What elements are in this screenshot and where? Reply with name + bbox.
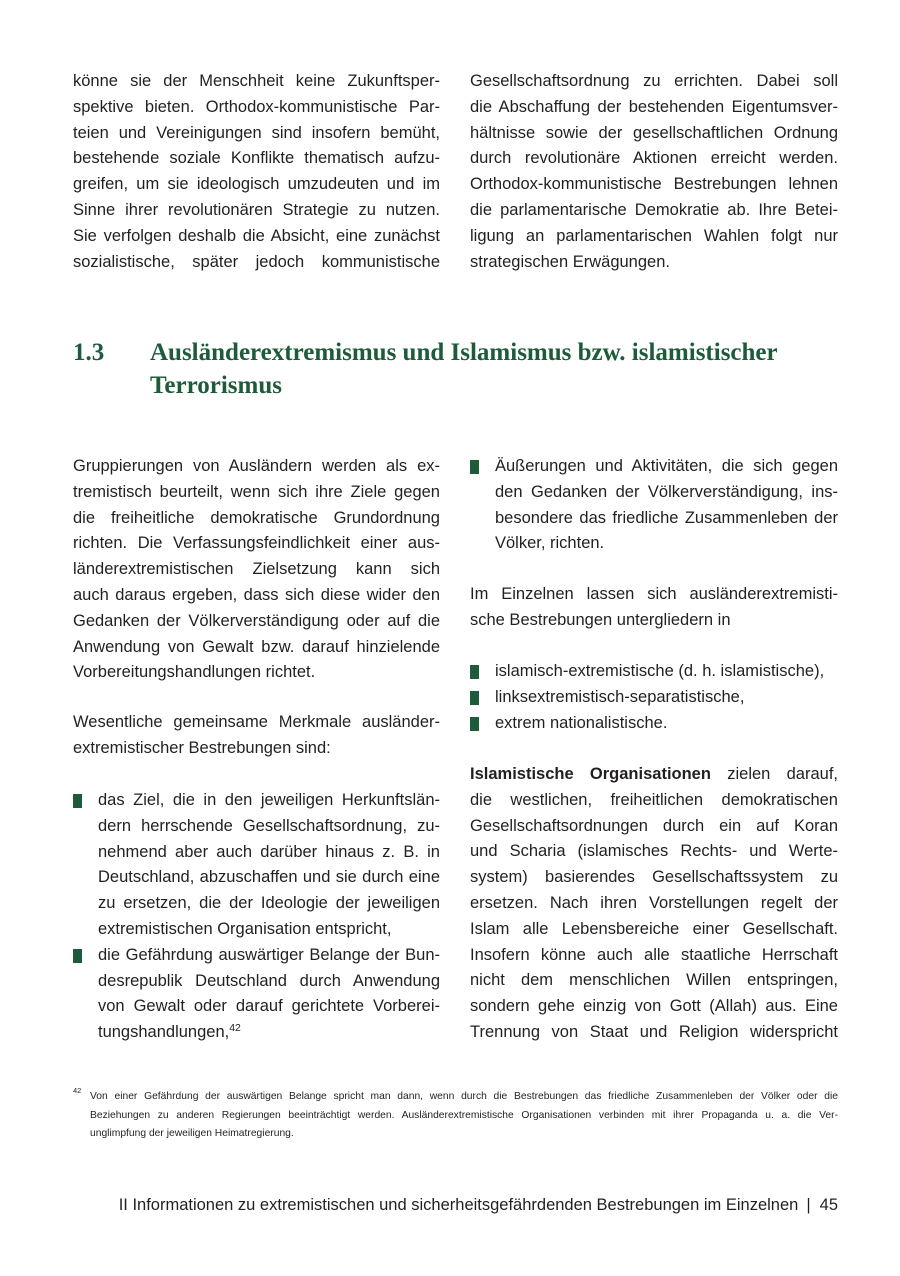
text-line: Gruppierungen von Ausländern werden als ex- xyxy=(73,457,440,475)
footnote-number: 42 xyxy=(73,1086,82,1095)
intro-paragraph xyxy=(73,454,440,686)
list-item xyxy=(73,788,440,943)
text-line: die Gefährdung auswärtiger Belange der Bun- xyxy=(98,945,440,964)
footnote-reference[interactable]: 42 xyxy=(229,1022,241,1035)
list-item-text: linksextremistisch-separatistische, xyxy=(495,687,745,706)
text-line: auch daraus ergeben, dass sich diese wider den xyxy=(73,585,440,604)
list-item xyxy=(73,943,440,1046)
text-line: die freiheitliche demokratische Grundordnung xyxy=(73,508,440,527)
text-line: Sie verfolgen deshalb die Absicht, eine zunächst xyxy=(73,226,440,245)
list-item xyxy=(470,454,838,557)
text-line: richten. Die Verfassungsfeindlichkeit einer aus- xyxy=(73,534,440,553)
bullet-square-icon xyxy=(73,794,82,808)
footnote-line: Von einer Gefährdung der auswärtigen Belange spricht man dann, wenn durch die Bestrebungen das friedliche Zusammenleben der Völker oder die xyxy=(90,1091,838,1102)
text-line: von Gewalt oder darauf gerichtete Vorberei- xyxy=(98,997,440,1016)
running-title: II Informationen zu extremistischen und sicherheitsgefährdenden Bestrebungen im Einzelnen xyxy=(118,1196,799,1214)
text-line: system) basierendes Gesellschaftssystem zu xyxy=(470,868,838,887)
text-line: strategischen Erwägungen. xyxy=(470,252,670,271)
text-line: nehmend aber auch darüber hinaus z. B. in xyxy=(98,842,440,861)
text-line: dern herrschende Gesellschaftsordnung, zu- xyxy=(98,816,440,835)
bullet-square-icon xyxy=(73,949,82,963)
text-line: könne sie der Menschheit keine Zukunftsper- xyxy=(73,72,440,90)
text-line: teien und Vereinigungen sind insofern bemüht, xyxy=(73,123,440,142)
list-item xyxy=(470,659,838,685)
categories-list xyxy=(470,659,838,736)
text-line: Gedanken der Völkerverständigung oder auf die xyxy=(73,611,440,630)
text-line: die parlamentarische Demokratie ab. Ihre Betei- xyxy=(470,200,838,219)
text-line: besondere das friedliche Zusammenleben der xyxy=(495,508,838,527)
text-line: Islam alle Lebensbereiche einer Gesellschaft. xyxy=(470,919,838,938)
text-line: nicht dem menschlichen Willen entspringen, xyxy=(470,971,838,990)
paragraph-lines xyxy=(470,788,838,1046)
text-line: bestehende soziale Konflikte thematisch aufzu- xyxy=(73,149,440,168)
text-line: Anwendung von Gewalt bzw. darauf hinzielende xyxy=(73,637,440,656)
text-line: tungshandlungen,$^{42}$ xyxy=(98,1022,241,1042)
features-list xyxy=(73,788,440,1046)
text-line: Gesellschaftsordnungen durch ein auf Koran xyxy=(470,816,838,835)
text-line: greifen, um sie ideologisch umzudeuten und im xyxy=(73,175,440,194)
page-number: 45 xyxy=(819,1196,838,1214)
footnote-line: unglimpfung der jeweiligen Heimatregierung. xyxy=(90,1128,294,1139)
list-item xyxy=(470,711,838,737)
text-line: ersetzen. Nach ihren Vorstellungen regelt der xyxy=(470,893,838,912)
footnote-line: Beziehungen zu anderen Regierungen beeinträchtigt werden. Ausländerextremistische Organisationen verbinden mit ihrer Propaganda u. a. die Ver- xyxy=(90,1109,838,1121)
text-run: zielen darauf, xyxy=(710,765,838,783)
text-line: die Abschaffung der bestehenden Eigentumsver- xyxy=(470,97,838,116)
footnote-text xyxy=(90,1088,838,1144)
list-item-text: islamisch-extremistische (d. h. islamistische), xyxy=(495,662,825,680)
text-line: das Ziel, die in den jeweiligen Herkunftslän- xyxy=(98,791,440,809)
bullet-square-icon xyxy=(470,717,479,731)
footer-separator: | xyxy=(806,1196,811,1214)
text-line: Gesellschaftsordnung zu errichten. Dabei soll xyxy=(470,72,838,90)
text-line: hältnisse sowie der gesellschaftlichen Ordnung xyxy=(470,123,838,142)
text-line: extremistischen Organisation entspricht, xyxy=(98,919,392,938)
islamist-paragraph xyxy=(470,762,838,1046)
footnote xyxy=(73,1088,838,1144)
bullet-square-icon xyxy=(470,691,479,705)
section-title xyxy=(150,336,850,402)
text-line: und Scharia (islamisches Rechts- und Werte- xyxy=(470,842,838,861)
list-item-text xyxy=(495,454,838,557)
text-line: sche Bestrebungen untergliedern in xyxy=(470,610,731,629)
text-line: Deutschland, abzuschaffen und sie durch eine xyxy=(98,868,440,887)
text-line: Sinne ihrer revolutionären Strategie zu nutzen. xyxy=(73,200,440,219)
text-line: Äußerungen und Aktivitäten, die sich gegen xyxy=(495,457,838,475)
text-line: extremistischer Bestrebungen sind: xyxy=(73,738,331,757)
top-right-paragraph xyxy=(470,69,838,275)
bullet-square-icon xyxy=(470,460,479,474)
features-intro-paragraph xyxy=(73,710,440,762)
text-line: Insofern könne auch alle staatliche Herrschaft xyxy=(470,945,838,964)
features-list-continued xyxy=(470,454,838,557)
text-line: spektive bieten. Orthodox-kommunistische Par- xyxy=(73,97,440,116)
bullet-square-icon xyxy=(470,665,479,679)
text-line: Wesentliche gemeinsame Merkmale ausländer- xyxy=(73,713,440,731)
bold-term: Islamistische Organisationen xyxy=(470,765,711,783)
section-number: 1.3 xyxy=(73,339,105,366)
text-line: Trennung von Staat und Religion widerspricht xyxy=(470,1022,838,1041)
text-line: Völker, richten. xyxy=(495,534,605,553)
text-line: Im Einzelnen lassen sich ausländerextremisti- xyxy=(470,585,838,603)
top-left-paragraph xyxy=(73,69,440,275)
text-line: sozialistische, später jedoch kommunistische xyxy=(73,252,440,271)
text-line: zu ersetzen, die der Ideologie der jeweiligen xyxy=(98,894,440,913)
subdivide-paragraph xyxy=(470,582,838,634)
text-line: durch revolutionäre Aktionen erreicht werden. xyxy=(470,149,838,168)
text-line: Vorbereitungshandlungen richtet. xyxy=(73,663,316,682)
text-line: ligung an parlamentarischen Wahlen folgt nur xyxy=(470,226,838,245)
text-line: sondern gehe einzig von Gott (Allah) aus. Eine xyxy=(470,997,838,1016)
text-line xyxy=(470,762,838,788)
page-footer xyxy=(119,1192,838,1218)
section-title-line: Ausländerextremismus und Islamismus bzw. islamistischer xyxy=(150,339,778,366)
text-line: länderextremistischen Zielsetzung kann sich xyxy=(73,560,440,579)
text-line: die westlichen, freiheitlichen demokratischen xyxy=(470,790,838,809)
list-item-text xyxy=(98,788,440,943)
text-line: den Gedanken der Völkerverständigung, ins- xyxy=(495,482,838,501)
section-title-line: Terrorismus xyxy=(150,372,282,399)
text-line: Orthodox-kommunistische Bestrebungen lehnen xyxy=(470,175,838,194)
list-item-text: extrem nationalistische. xyxy=(495,713,668,732)
list-item xyxy=(470,685,838,711)
list-item-text xyxy=(98,943,440,1046)
text-line: desrepublik Deutschland durch Anwendung xyxy=(98,971,440,990)
text-line: tremistisch beurteilt, wenn sich ihre Ziele gegen xyxy=(73,482,440,501)
